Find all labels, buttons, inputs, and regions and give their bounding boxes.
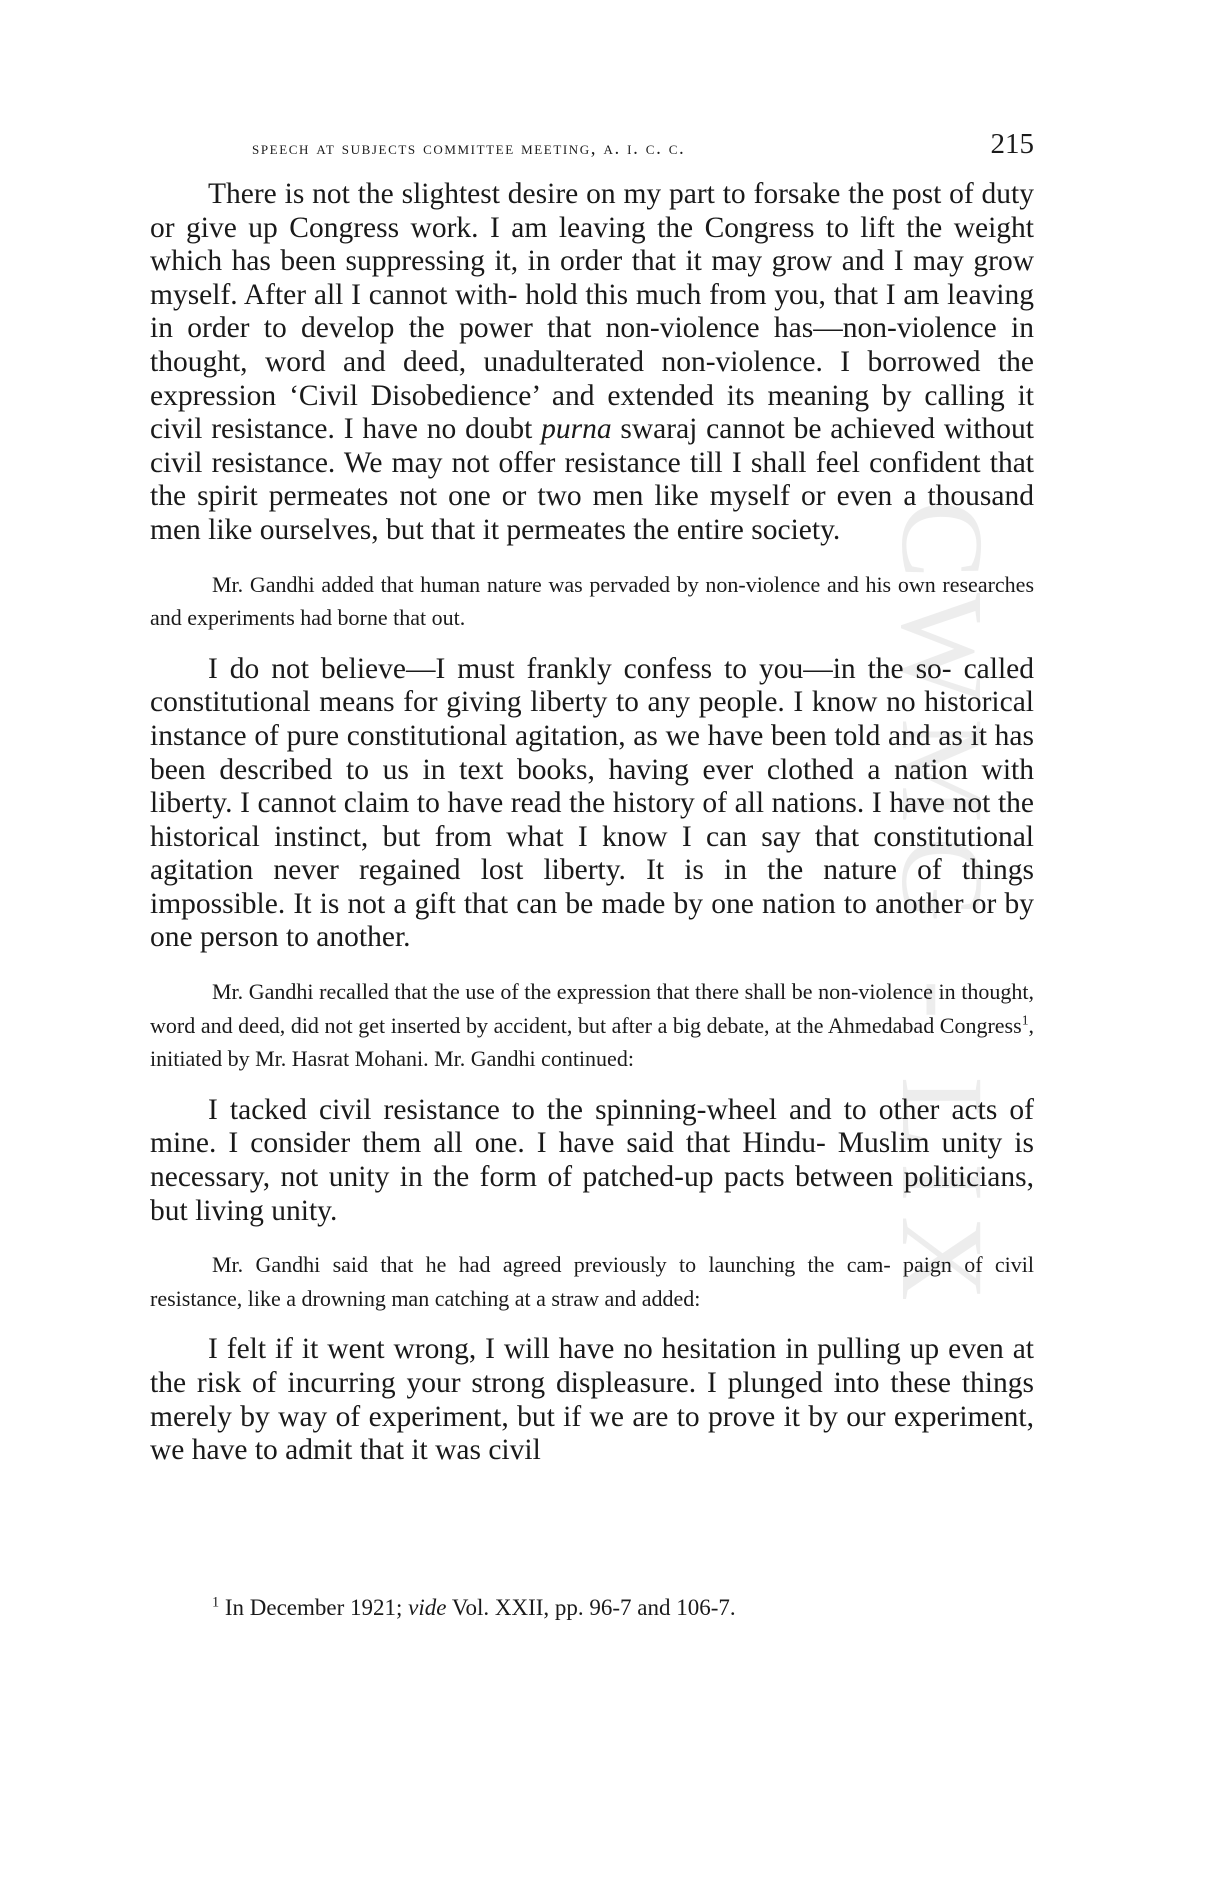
reporter-note-1: Mr. Gandhi added that human nature was pervaded by non-violence and his own researches and experiments had borne that out. [150,571,1034,631]
speech-paragraph-4: I felt if it went wrong, I will have no hesitation in pulling up even at the risk of incurring your strong displeasure. I plunged into these things merely by way of experiment, but if we are to prove it by our experiment, we have to admit that it was civil [150,1333,1034,1467]
footnote-marker: 1 [212,1594,220,1611]
page-body [150,178,1034,1468]
running-head: speech at subjects committee meeting, a. i. c. c. [252,138,686,159]
speech-paragraph-1: There is not the slightest desire on my part to forsake the post of duty or give up Congress work. I am leaving the Congress to lift the weight which has been suppressing it, in order that it may grow and I may grow myself. After all I cannot with- hold this much from you, that I am leaving in order to develop the power that non-violence has—non-violence in thought, word and deed, unadulterated non-violence. I borrowed the expression ‘Civil Disobedience’ and extended its meaning by calling it civil resistance. I have no doubt purna swaraj cannot be achieved without civil resistance. We may not offer resistance till I shall feel confident that the spirit permeates not one or two men like myself or even a thousand men like ourselves, but that it permeates the entire society. [150,178,1034,546]
footnote: $^1$ In December 1921; vide Vol. XXII, pp. 96-7 and 106-7. [212,1594,736,1620]
footnote-italic: vide [408,1595,447,1620]
footnote-reference: 1 [1021,1012,1029,1028]
italic-term: purna [541,413,612,446]
reporter-note-3: Mr. Gandhi said that he had agreed previously to launching the cam- paign of civil resistance, like a drowning man catching at a straw and added: [150,1252,1034,1311]
speech-paragraph-3: I tacked civil resistance to the spinning-wheel and to other acts of mine. I consider them all one. I have said that Hindu- Muslim unity is necessary, not unity in the form of patched-up pacts between politicians, but living unity. [150,1093,1034,1227]
speech-paragraph-2: I do not believe—I must frankly confess to you—in the so- called constitutional means for giving liberty to any people. I know no historical instance of pure constitutional agitation, as we have been told and as it has been described to us in text books, having ever clothed a nation with liberty. I cannot claim to have read the history of all nations. I have not the historical instinct, but from what I know I can say that constitutional agitation never regained lost liberty. It is in the nature of things impossible. It is not a gift that can be made by one nation to another or by one person to another. [150,652,1034,954]
page-number: 215 [990,128,1034,160]
reporter-note-2: Mr. Gandhi recalled that the use of the expression that there shall be non-violence in thought, word and deed, did not get inserted by accident, but after a big debate, at the Ahmedabad Congress$^1$, initiated by Mr. Hasrat Mohani. Mr. Gandhi continued: [150,979,1034,1072]
page-header [150,128,1034,168]
watermark: CWMG - LIX [877,500,1008,1316]
